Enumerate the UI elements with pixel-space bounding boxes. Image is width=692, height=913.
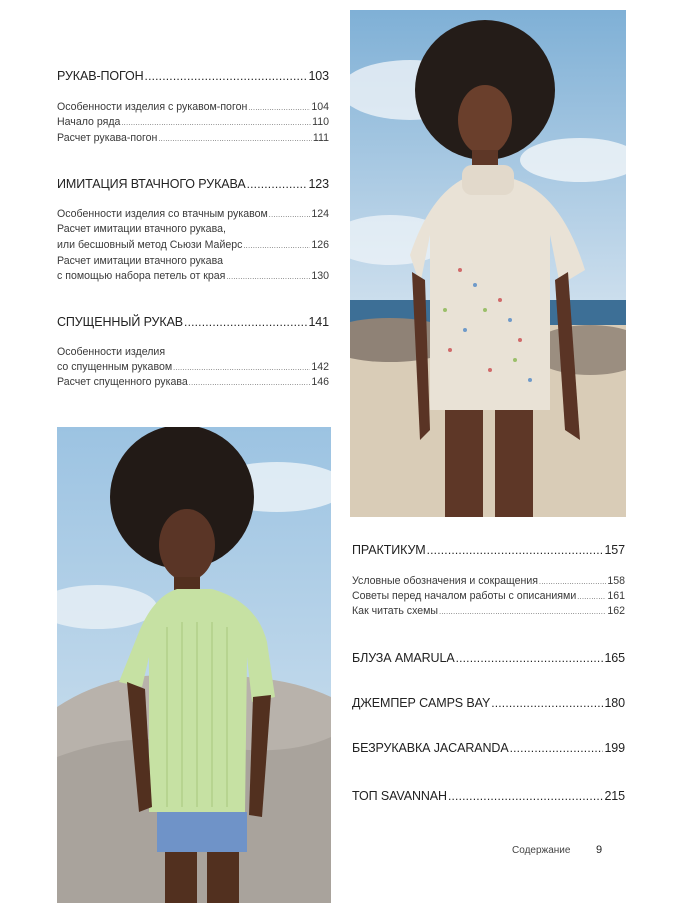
toc-heading-jacaranda[interactable]: БЕЗРУКАВКА JACARANDA ..... 199 xyxy=(352,741,625,755)
photo-green-sweater xyxy=(57,427,331,903)
toc-item[interactable]: Расчет рукава-погон ..... 111 xyxy=(57,132,329,144)
toc-item[interactable]: Начало ряда ..... 110 xyxy=(57,116,329,128)
toc-item[interactable]: Расчет спущенного рукава ..... 146 xyxy=(57,376,329,388)
toc-item[interactable]: Условные обозначения и сокращения ..... 158 xyxy=(352,575,625,587)
toc-item[interactable]: Советы перед началом работы с описаниями ..... 161 xyxy=(352,590,625,602)
toc-item-line: Расчет имитации втачного рукава xyxy=(57,255,223,267)
toc-item-line: Расчет имитации втачного рукава, xyxy=(57,223,226,235)
toc-item-line: Особенности изделия xyxy=(57,346,166,358)
toc-heading-savannah[interactable]: ТОП SAVANNAH ..... 215 xyxy=(352,789,625,803)
toc-item[interactable]: или бесшовный метод Сьюзи Майерс ..... 126 xyxy=(57,239,329,251)
toc-heading-camps-bay[interactable]: ДЖЕМПЕР CAMPS BAY ..... 180 xyxy=(352,696,625,710)
page-number: 9 xyxy=(596,844,603,856)
toc-item[interactable]: Особенности изделия с рукавом-погон ..... 104 xyxy=(57,101,329,113)
toc-item[interactable]: со спущенным рукавом ..... 142 xyxy=(57,361,329,373)
toc-left-column xyxy=(57,0,329,400)
toc-heading-drop-sleeve[interactable]: СПУЩЕННЫЙ РУКАВ ..... 141 xyxy=(57,315,329,329)
toc-heading-practicum[interactable]: ПРАКТИКУМ ..... 157 xyxy=(352,543,625,557)
toc-heading-amarula[interactable]: БЛУЗА AMARULA ..... 165 xyxy=(352,651,625,665)
toc-heading-set-in-sleeve[interactable]: ИМИТАЦИЯ ВТАЧНОГО РУКАВА ..... 123 xyxy=(57,177,329,191)
toc-item[interactable]: Как читать схемы ..... 162 xyxy=(352,605,625,617)
toc-item[interactable]: Особенности изделия со втачным рукавом ..... 124 xyxy=(57,208,329,220)
toc-item[interactable]: с помощью набора петель от края ..... 130 xyxy=(57,270,329,282)
toc-heading-raglan[interactable]: РУКАВ-ПОГОН ..... 103 xyxy=(57,69,329,83)
footer-section-label: Содержание xyxy=(512,845,571,856)
toc-right-column xyxy=(352,0,625,913)
